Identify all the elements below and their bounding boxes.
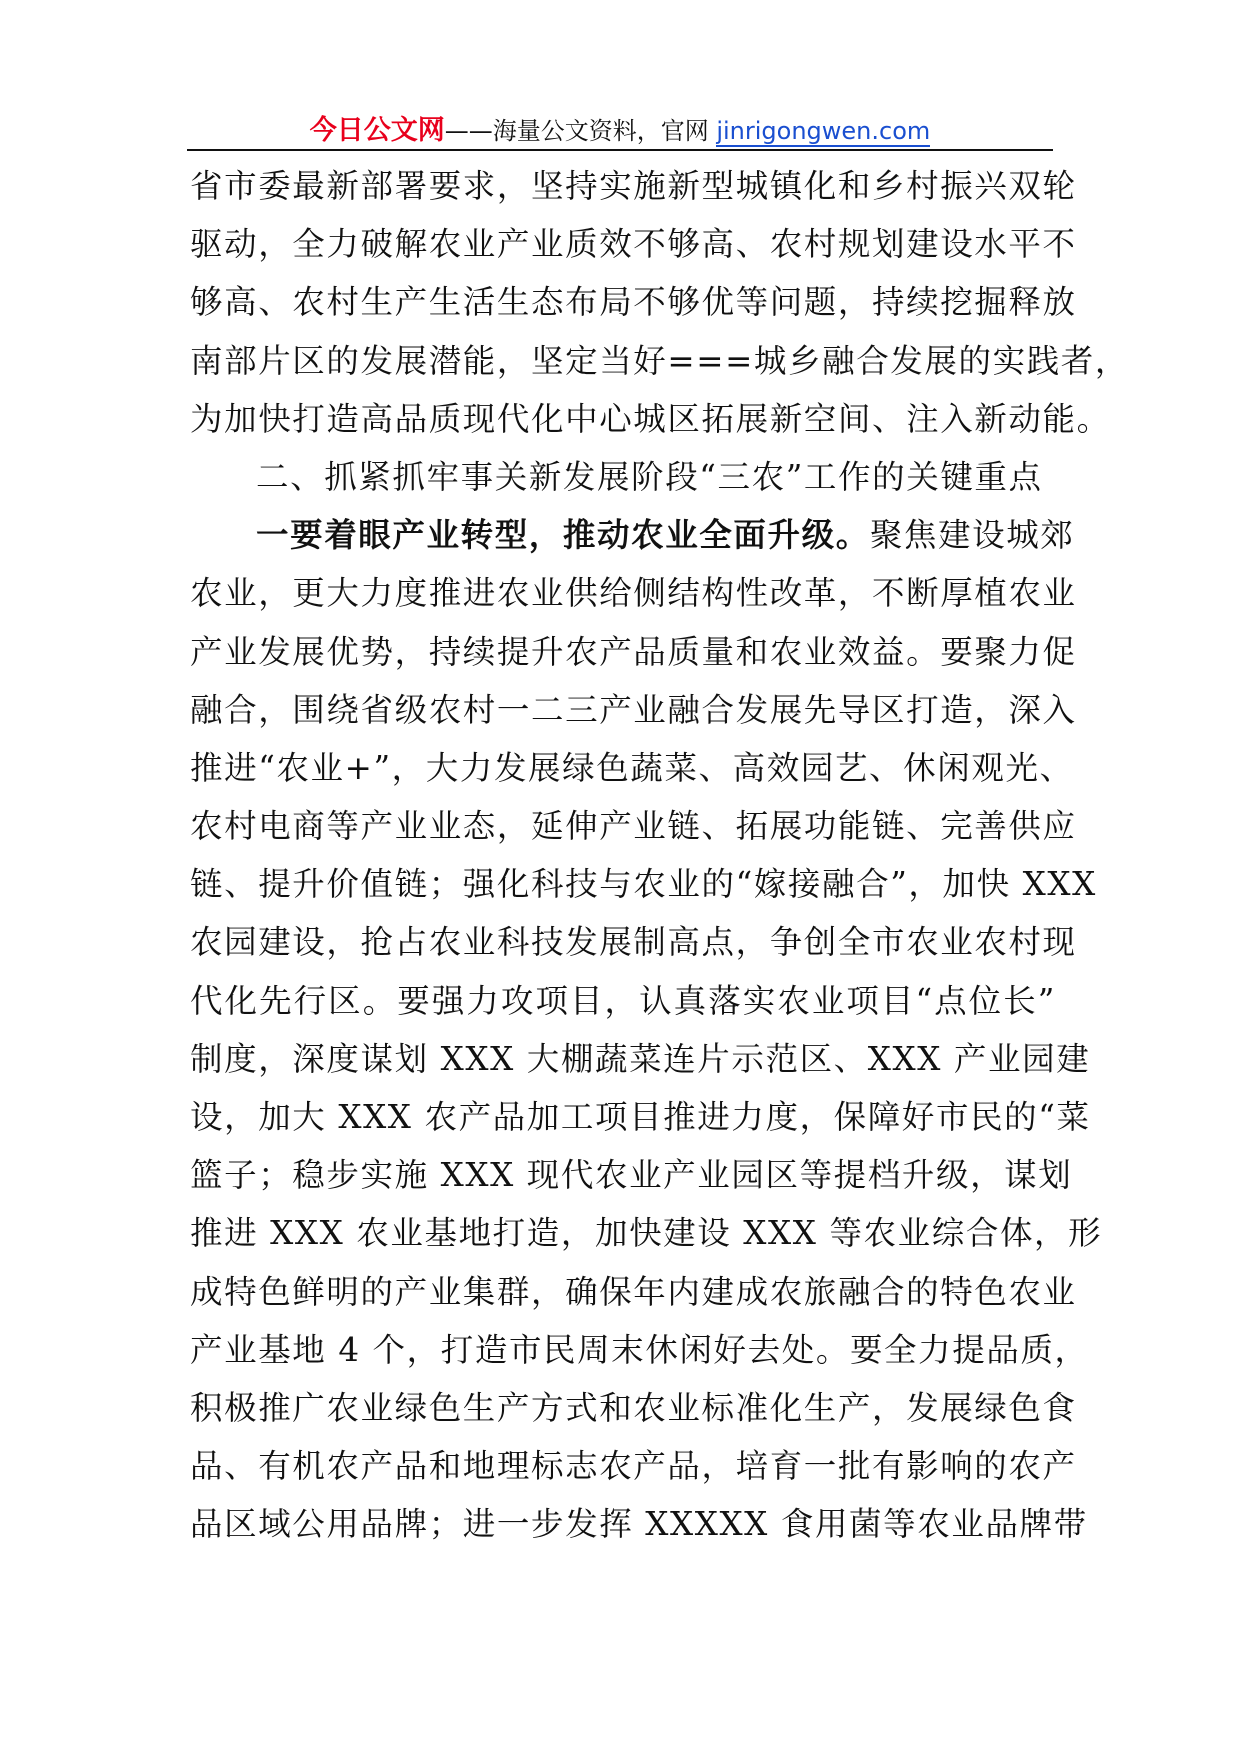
- section-heading: 二、抓紧抓牢事关新发展阶段“三农”工作的关键重点: [256, 457, 1043, 496]
- text-line: 省市委最新部署要求，坚持实施新型城镇化和乡村振兴双轮: [190, 167, 1077, 205]
- text-line: 品区域公用品牌；进一步发挥 XXXXX 食用菌等农业品牌带: [190, 1505, 1088, 1544]
- text-line: 推进 XXX 农业基地打造，加快建设 XXX 等农业综合体，形: [190, 1214, 1103, 1253]
- text-line: 产业发展优势，持续提升农产品质量和农业效益。要聚力促: [190, 632, 1077, 671]
- text-line: 品、有机农产品和地理标志农产品，培育一批有影响的农产: [190, 1447, 1077, 1486]
- page-header: [190, 108, 1050, 148]
- document-body: [190, 157, 1129, 1554]
- paragraph-lead-rest: 聚焦建设城郊: [869, 516, 1075, 555]
- text-line: 推进“农业+”，大力发展绿色蔬菜、高效园艺、休闲观光、: [190, 748, 1074, 787]
- text-line: 农业，更大力度推进农业供给侧结构性改革，不断厚植农业: [190, 574, 1077, 613]
- text-line: 成特色鲜明的产业集群，确保年内建成农旅融合的特色农业: [190, 1272, 1077, 1311]
- header-tagline: ——海量公文资料，官网: [444, 117, 717, 145]
- text-line: 设，加大 XXX 农产品加工项目推进力度，保障好市民的“菜: [190, 1098, 1091, 1136]
- text-line: 南部片区的发展潜能，坚定当好===城乡融合发展的实践者，: [190, 341, 1129, 380]
- paragraph-lead-line: [190, 506, 1075, 564]
- text-line: 融合，围绕省级农村一二三产业融合发展先导区打造，深入: [190, 690, 1077, 729]
- text-line: 积极推广农业绿色生产方式和农业标准化生产，发展绿色食: [190, 1388, 1077, 1427]
- text-line: 为加快打造高品质现代化中心城区拓展新空间、注入新动能。: [190, 399, 1111, 438]
- text-line: 篮子；稳步实施 XXX 现代农业产业园区等提档升级，谋划: [190, 1156, 1073, 1195]
- text-line: 产业基地 4 个，打造市民周末休闲好去处。要全力提品质，: [190, 1330, 1089, 1369]
- text-line: 够高、农村生产生活生态布局不够优等问题，持续挖掘释放: [190, 283, 1077, 322]
- text-line: 驱动，全力破解农业产业质效不够高、农村规划建设水平不: [190, 225, 1077, 264]
- text-line: 代化先行区。要强力攻项目，认真落实农业项目“点位长”: [190, 981, 1056, 1020]
- header-brand: 今日公文网: [309, 115, 445, 146]
- text-line: 农园建设，抢占农业科技发展制高点，争创全市农业农村现: [190, 923, 1077, 962]
- paragraph-lead: 一要着眼产业转型，推动农业全面升级。: [256, 515, 870, 555]
- text-line: 链、提升价值链；强化科技与农业的“嫁接融合”，加快 XXX: [190, 865, 1097, 904]
- header-site-link[interactable]: jinrigongwen.com: [716, 117, 931, 145]
- text-line: 制度，深度谋划 XXX 大棚蔬菜连片示范区、XXX 产业园建: [190, 1039, 1091, 1078]
- text-line: 农村电商等产业业态，延伸产业链、拓展功能链、完善供应: [190, 807, 1077, 846]
- header-divider: [187, 149, 1053, 151]
